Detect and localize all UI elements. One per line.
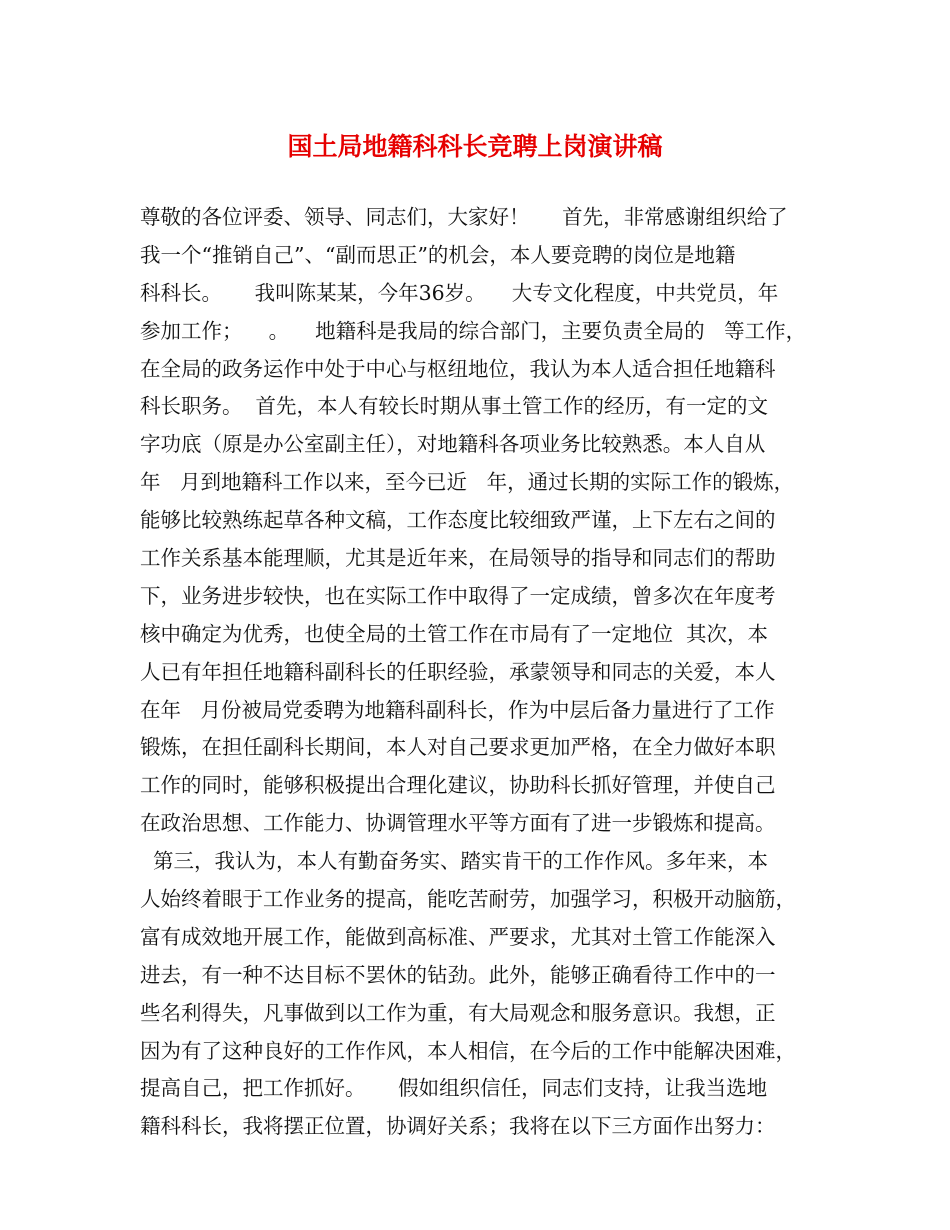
body-line: 尊敬的各位评委、领导、同志们，大家好！ 首先，非常感谢组织给了 — [140, 205, 788, 229]
body-line: 因为有了这种良好的工作作风，本人相信，在今后的工作中能解决困难， — [140, 1038, 796, 1063]
body-line: 工作的同时，能够积极提出合理化建议，协助科长抓好管理，并使自己 — [140, 773, 776, 798]
body-line: 人已有年担任地籍科副科长的任职经验，承蒙领导和同志的关爱，本人 — [140, 659, 776, 684]
body-line: 我一个“推销自己”、“副而思正”的机会，本人要竞聘的岗位是地籍 — [140, 242, 736, 267]
body-line: 年 月到地籍科工作以来，至今已近 年，通过长期的实际工作的锻炼， — [140, 470, 795, 495]
document-title: 国土局地籍科科长竞聘上岗演讲稿 — [287, 132, 663, 161]
body-line: 在全局的政务运作中处于中心与枢纽地位，我认为本人适合担任地籍科 — [140, 356, 776, 381]
document-body — [140, 199, 820, 1146]
body-line: 些名利得失，凡事做到以工作为重，有大局观念和服务意识。我想，正 — [140, 1000, 776, 1025]
body-line: 在政治思想、工作能力、协调管理水平等方面有了进一步锻炼和提高。 — [140, 811, 776, 836]
body-line: 科长职务。 首先，本人有较长时期从事土管工作的经历，有一定的文 — [140, 394, 769, 419]
body-line: 锻炼，在担任副科长期间，本人对自己要求更加严格，在全力做好本职 — [140, 735, 776, 760]
body-line: 能够比较熟练起草各种文稿，工作态度比较细致严谨，上下左右之间的 — [140, 508, 776, 533]
body-line: 下，业务进步较快，也在实际工作中取得了一定成绩，曾多次在年度考 — [140, 583, 776, 608]
body-line: 工作关系基本能理顺，尤其是近年来，在局领导的指导和同志们的帮助 — [140, 546, 776, 571]
body-line: 在年 月份被局党委聘为地籍科副科长，作为中层后备力量进行了工作 — [140, 697, 775, 722]
body-line: 提高自己，把工作抓好。 假如组织信任，同志们支持，让我当选地 — [140, 1076, 768, 1101]
body-line: 核中确定为优秀，也使全局的土管工作在市局有了一定地位 其次，本 — [140, 621, 769, 646]
body-line: 第三，我认为，本人有勤奋务实、踏实肯干的工作作风。多年来，本 — [140, 849, 769, 874]
body-line: 字功底（原是办公室副主任），对地籍科各项业务比较熟悉。本人自从 — [140, 432, 766, 457]
body-line: 进去，有一种不达目标不罢休的钻劲。此外，能够正确看待工作中的一 — [140, 962, 776, 987]
body-line: 籍科科长，我将摆正位置，协调好关系；我将在以下三方面作出努力： — [140, 1114, 776, 1139]
body-line: 科科长。 我叫陈某某，今年36岁。 大专文化程度，中共党员，年 — [140, 280, 779, 305]
body-line: 富有成效地开展工作，能做到高标准、严要求，尤其对土管工作能深入 — [140, 924, 776, 949]
body-line: 人始终着眼于工作业务的提高，能吃苦耐劳，加强学习，积极开动脑筋， — [140, 887, 796, 912]
body-line: 参加工作； 。 地籍科是我局的综合部门，主要负责全局的 等工作， — [140, 318, 807, 343]
